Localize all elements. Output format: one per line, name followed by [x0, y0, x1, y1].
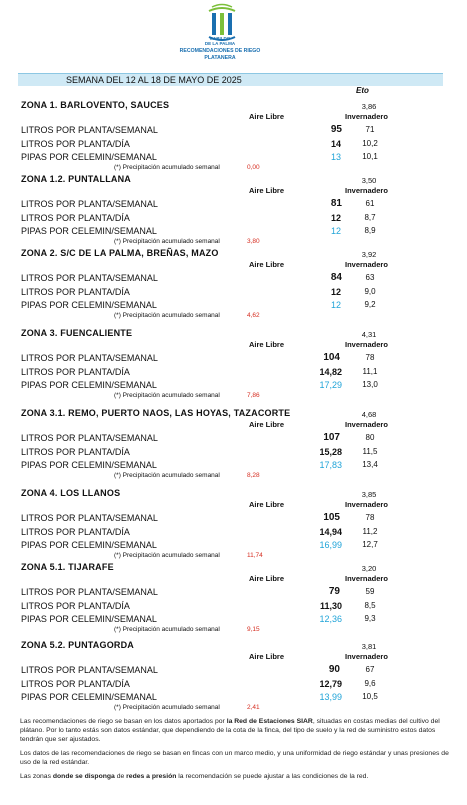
pipas-inv-value: 9,3: [364, 614, 376, 623]
zone-block: [0, 408, 467, 485]
label-pipas: PIPAS POR CELEMIN/SEMANAL: [21, 300, 157, 310]
label-semanal: LITROS POR PLANTA/SEMANAL: [21, 273, 158, 283]
invernadero-header: Invernadero: [345, 186, 388, 195]
pipas-aire-value: 13: [330, 152, 341, 162]
dia-inv-value: 11,5: [362, 447, 378, 456]
label-pipas: PIPAS POR CELEMIN/SEMANAL: [21, 226, 157, 236]
invernadero-header: Invernadero: [345, 260, 388, 269]
aire-libre-header: Aire Libre: [249, 420, 285, 429]
label-dia: LITROS POR PLANTA/DÍA: [21, 679, 130, 689]
aire-libre-header: Aire Libre: [249, 340, 285, 349]
zone-eto: 3,85: [361, 490, 377, 499]
zone-name: ZONA 3.1. REMO, PUERTO NAOS, LAS HOYAS, TAZACORTE: [21, 408, 291, 418]
zone-name: ZONA 1. BARLOVENTO, SAUCES: [21, 100, 170, 110]
semanal-inv-value: 78: [365, 353, 375, 362]
zone-eto: 3,81: [361, 642, 377, 651]
cabildo-line1: CABILDO: [209, 36, 231, 41]
precip-label: (*) Precipitación acumulado semanal: [114, 392, 220, 399]
semanal-aire-value: 84: [330, 272, 342, 283]
dia-inv-value: 8,7: [364, 213, 376, 222]
semanal-inv-value: 71: [365, 125, 375, 134]
zone-name: ZONA 5.1. TIJARAFE: [21, 562, 114, 572]
note-1: [20, 717, 450, 744]
title-line2: PLATANERA: [204, 55, 236, 61]
semanal-aire-value: 79: [328, 586, 340, 597]
zone-name: ZONA 3. FUENCALIENTE: [21, 328, 133, 338]
note-3-b: donde se disponga: [52, 773, 115, 780]
aire-libre-header: Aire Libre: [249, 500, 285, 509]
pipas-aire-value: 17,29: [319, 380, 342, 390]
pipas-inv-value: 10,1: [362, 152, 378, 161]
label-pipas: PIPAS POR CELEMIN/SEMANAL: [21, 460, 157, 470]
pipas-aire-value: 12: [330, 300, 341, 310]
label-dia: LITROS POR PLANTA/DÍA: [21, 139, 130, 149]
note-1-b: la Red de Estaciones SIAR: [226, 718, 313, 725]
precip-value: 2,41: [247, 704, 260, 711]
header: [0, 0, 467, 68]
semanal-inv-value: 78: [365, 513, 375, 522]
zone-eto: 3,50: [361, 176, 377, 185]
note-3: [20, 772, 450, 781]
dia-aire-value: 14,82: [319, 367, 342, 377]
dia-aire-value: 12,79: [319, 679, 342, 689]
label-dia: LITROS POR PLANTA/DÍA: [21, 447, 130, 457]
semanal-aire-value: 107: [323, 432, 340, 443]
week-label: SEMANA DEL 12 AL 18 DE MAYO DE 2025: [66, 75, 242, 85]
semanal-inv-value: 63: [365, 273, 375, 282]
precip-value: 0,00: [247, 164, 260, 171]
dia-aire-value: 14,94: [319, 527, 342, 537]
pipas-aire-value: 17,83: [319, 460, 342, 470]
note-3-c: de: [114, 773, 127, 780]
invernadero-header: Invernadero: [345, 652, 388, 661]
pipas-inv-value: 13,0: [362, 380, 378, 389]
pipas-aire-value: 13,99: [319, 692, 342, 702]
pipas-aire-value: 16,99: [319, 540, 342, 550]
aire-libre-header: Aire Libre: [249, 186, 285, 195]
semanal-inv-value: 61: [365, 199, 375, 208]
dia-aire-value: 14: [330, 139, 341, 149]
semanal-inv-value: 67: [365, 665, 375, 674]
zone-block: [0, 328, 467, 405]
precip-label: (*) Precipitación acumulado semanal: [114, 312, 220, 319]
zone-eto: 4,31: [361, 330, 377, 339]
label-dia: LITROS POR PLANTA/DÍA: [21, 601, 130, 611]
invernadero-header: Invernadero: [345, 340, 388, 349]
label-dia: LITROS POR PLANTA/DÍA: [21, 367, 130, 377]
semanal-aire-value: 95: [330, 124, 342, 135]
label-dia: LITROS POR PLANTA/DÍA: [21, 527, 130, 537]
aire-libre-header: Aire Libre: [249, 260, 285, 269]
zone-name: ZONA 5.2. PUNTAGORDA: [21, 640, 135, 650]
label-pipas: PIPAS POR CELEMIN/SEMANAL: [21, 380, 157, 390]
pipas-inv-value: 10,5: [362, 692, 378, 701]
zone-block: [0, 174, 467, 251]
zone-name: ZONA 1.2. PUNTALLANA: [21, 174, 132, 184]
precip-label: (*) Precipitación acumulado semanal: [114, 626, 220, 633]
zone-eto: 3,86: [361, 102, 377, 111]
pipas-inv-value: 9,2: [364, 300, 376, 309]
semanal-aire-value: 90: [328, 664, 340, 675]
invernadero-header: Invernadero: [345, 574, 388, 583]
zone-block: [0, 640, 467, 717]
label-dia: LITROS POR PLANTA/DÍA: [21, 287, 130, 297]
precip-value: 9,15: [247, 626, 260, 633]
dia-inv-value: 8,5: [364, 601, 376, 610]
semanal-aire-value: 81: [330, 198, 342, 209]
notes: [20, 717, 450, 786]
precip-label: (*) Precipitación acumulado semanal: [114, 238, 220, 245]
cabildo-line2: DE LA PALMA: [204, 41, 236, 46]
zone-block: [0, 488, 467, 565]
zone-eto: 3,92: [361, 250, 377, 259]
pipas-inv-value: 13,4: [362, 460, 378, 469]
week-bar: [18, 73, 443, 86]
precip-value: 8,28: [247, 472, 260, 479]
dia-aire-value: 11,30: [319, 601, 342, 611]
zone-block: [0, 562, 467, 639]
label-semanal: LITROS POR PLANTA/SEMANAL: [21, 199, 158, 209]
precip-value: 3,80: [247, 238, 260, 245]
label-pipas: PIPAS POR CELEMIN/SEMANAL: [21, 152, 157, 162]
label-semanal: LITROS POR PLANTA/SEMANAL: [21, 125, 158, 135]
dia-aire-value: 12: [330, 213, 341, 223]
zone-name: ZONA 2. S/C DE LA PALMA, BREÑAS, MAZO: [21, 248, 219, 258]
label-dia: LITROS POR PLANTA/DÍA: [21, 213, 130, 223]
note-3-d: redes a presión: [126, 773, 177, 780]
precip-value: 7,86: [247, 392, 260, 399]
dia-inv-value: 10,2: [362, 139, 378, 148]
dia-inv-value: 11,1: [362, 367, 378, 376]
note-1-a: Las recomendaciones de riego se basan en los datos aportados por: [20, 718, 227, 725]
aire-libre-header: Aire Libre: [249, 574, 285, 583]
precip-label: (*) Precipitación acumulado semanal: [114, 704, 220, 711]
semanal-inv-value: 59: [365, 587, 375, 596]
pipas-aire-value: 12,36: [319, 614, 342, 624]
label-semanal: LITROS POR PLANTA/SEMANAL: [21, 433, 158, 443]
zone-eto: 4,68: [361, 410, 377, 419]
precip-value: 11,74: [247, 552, 263, 559]
aire-libre-header: Aire Libre: [249, 652, 285, 661]
dia-inv-value: 9,6: [364, 679, 376, 688]
precip-label: (*) Precipitación acumulado semanal: [114, 164, 220, 171]
precip-label: (*) Precipitación acumulado semanal: [114, 552, 220, 559]
label-semanal: LITROS POR PLANTA/SEMANAL: [21, 587, 158, 597]
semanal-aire-value: 105: [323, 512, 340, 523]
label-pipas: PIPAS POR CELEMIN/SEMANAL: [21, 692, 157, 702]
dia-aire-value: 15,28: [319, 447, 342, 457]
dia-inv-value: 11,2: [362, 527, 378, 536]
precip-label: (*) Precipitación acumulado semanal: [114, 472, 220, 479]
dia-aire-value: 12: [330, 287, 341, 297]
zone-block: [0, 248, 467, 325]
pipas-inv-value: 8,9: [364, 226, 376, 235]
pipas-aire-value: 12: [330, 226, 341, 236]
zone-name: ZONA 4. LOS LLANOS: [21, 488, 121, 498]
zone-block: [0, 100, 467, 177]
invernadero-header: Invernadero: [345, 420, 388, 429]
eto-header: Eto: [356, 86, 369, 95]
semanal-aire-value: 104: [323, 352, 340, 363]
semanal-inv-value: 80: [365, 433, 375, 442]
invernadero-header: Invernadero: [345, 500, 388, 509]
precip-value: 4,62: [247, 312, 260, 319]
label-pipas: PIPAS POR CELEMIN/SEMANAL: [21, 614, 157, 624]
aire-libre-header: Aire Libre: [249, 112, 285, 121]
dia-inv-value: 9,0: [364, 287, 376, 296]
note-2: Los datos de las recomendaciones de riego se basan en fincas con un marco medio, y una uniformidad de riego estándar y unas presiones de uso de la red estándar.: [20, 750, 449, 766]
label-semanal: LITROS POR PLANTA/SEMANAL: [21, 665, 158, 675]
label-semanal: LITROS POR PLANTA/SEMANAL: [21, 353, 158, 363]
pipas-inv-value: 12,7: [362, 540, 378, 549]
label-semanal: LITROS POR PLANTA/SEMANAL: [21, 513, 158, 523]
note-3-e: la recomendación se puede ajustar a las condiciones de la red.: [176, 773, 369, 780]
invernadero-header: Invernadero: [345, 112, 388, 121]
zone-eto: 3,20: [361, 564, 377, 573]
note-1-c: , situadas en costas medias del cultivo del plátano. Por lo tanto estás son datos estándar, que dependiendo de la cota de la finca, del tipo de suelo y la red de suministro estos datos tendrán que ser ajustados.: [20, 718, 440, 743]
note-3-a: Las zonas: [20, 773, 53, 780]
title-line1: RECOMENDACIONES DE RIEGO: [179, 48, 261, 54]
label-pipas: PIPAS POR CELEMIN/SEMANAL: [21, 540, 157, 550]
